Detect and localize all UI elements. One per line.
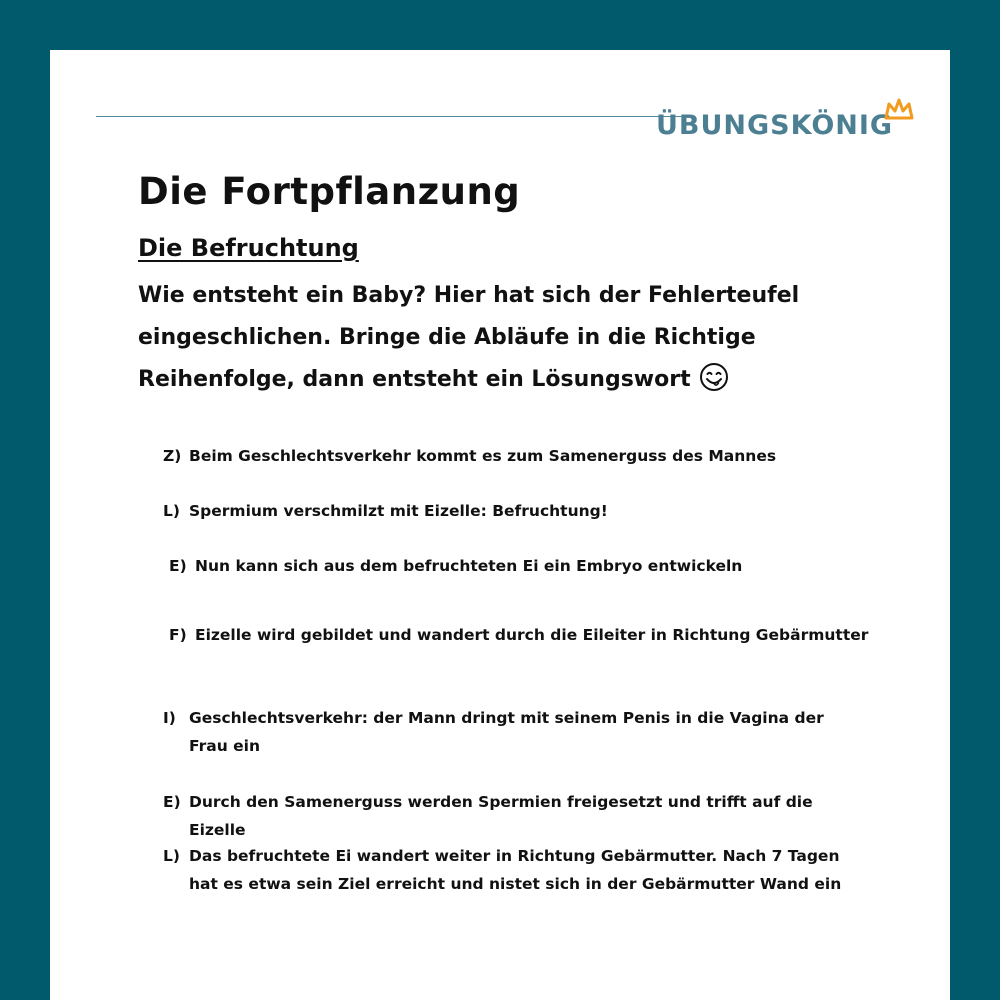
brand-name: ÜBUNGSKÖNIG (656, 110, 894, 141)
task-item-3 (169, 552, 869, 580)
task-instructions (138, 275, 878, 401)
section-subtitle: Die Befruchtung (138, 234, 359, 262)
task-letter: L) (163, 502, 180, 520)
task-text: Eizelle wird gebildet und wandert durch die Eileiter in Richtung Gebärmutter (195, 626, 869, 644)
task-item-7 (163, 842, 863, 898)
task-letter: L) (163, 847, 180, 865)
task-item-5 (163, 704, 863, 760)
header-divider (96, 116, 690, 117)
task-letter: E) (163, 793, 181, 811)
brand-logo (656, 108, 916, 148)
task-item-6 (163, 788, 863, 844)
task-letter: F) (169, 626, 187, 644)
task-text: Spermium verschmilzt mit Eizelle: Befruchtung! (189, 502, 608, 520)
smiling-face-icon (699, 362, 729, 392)
worksheet-page (50, 50, 950, 1000)
task-text: Durch den Samenerguss werden Spermien freigesetzt und trifft auf die Eizelle (189, 793, 813, 839)
task-text: Nun kann sich aus dem befruchteten Ei ein Embryo entwickeln (195, 557, 743, 575)
instructions-text: Wie entsteht ein Baby? Hier hat sich der Fehlerteufel eingeschlichen. Bringe die Abläufe in die Richtige Reihenfolge, dann entsteht ein Lösungswort (138, 283, 800, 392)
task-item-1 (163, 442, 863, 470)
task-item-2 (163, 497, 863, 525)
task-text: Geschlechtsverkehr: der Mann dringt mit seinem Penis in die Vagina der Frau ein (189, 709, 824, 755)
task-text: Beim Geschlechtsverkehr kommt es zum Samenerguss des Mannes (189, 447, 777, 465)
task-text: Das befruchtete Ei wandert weiter in Richtung Gebärmutter. Nach 7 Tagen hat es etwa sein Ziel erreicht und nistet sich in der Gebärmutter Wand ein (189, 847, 842, 893)
task-letter: Z) (163, 447, 182, 465)
crown-icon (884, 98, 914, 120)
task-item-4 (169, 621, 869, 649)
task-letter: I) (163, 709, 176, 727)
page-title: Die Fortpflanzung (138, 170, 521, 213)
task-letter: E) (169, 557, 187, 575)
